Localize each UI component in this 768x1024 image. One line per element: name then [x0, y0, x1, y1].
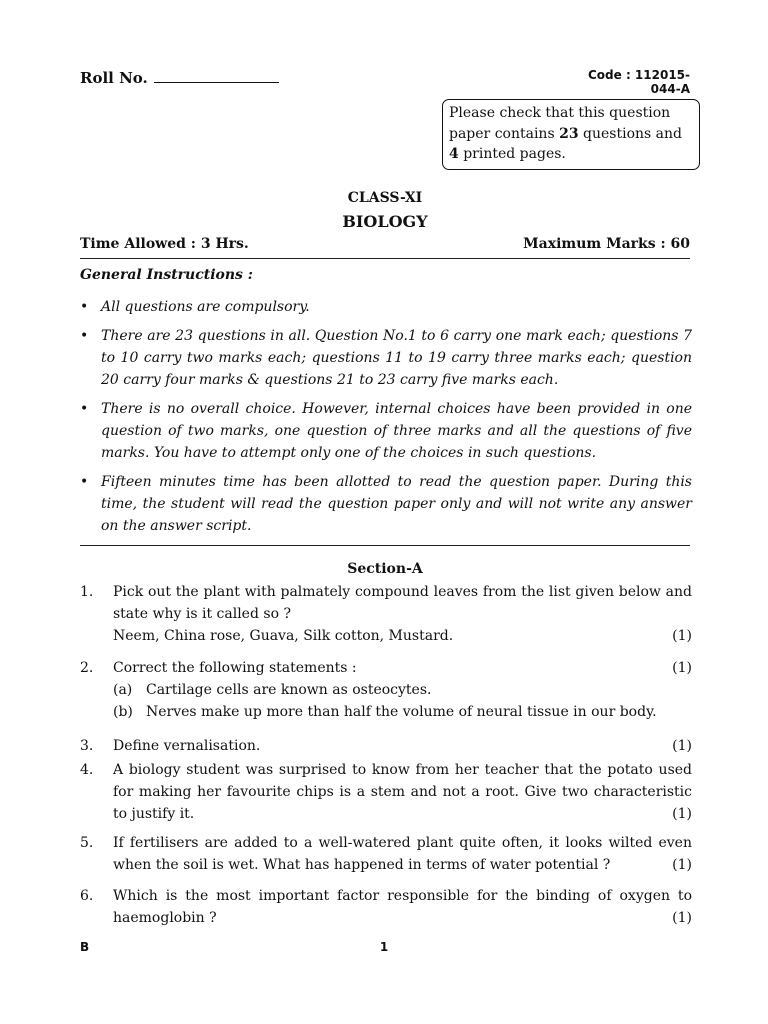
maximum-marks: Maximum Marks : 60	[523, 236, 690, 252]
question-1	[80, 581, 692, 647]
roll-number-label: Roll No.	[80, 69, 148, 87]
paper-code: Code : 112015-044-A	[587, 68, 690, 96]
question-number: 6.	[80, 888, 94, 904]
question-5	[80, 832, 692, 876]
instruction-item: • There is no overall choice. However, internal choices have been provided in one question of two marks, one question of three marks and all the questions of five marks. You have to attempt only one of the choices in such questions.	[80, 401, 692, 461]
notice-text: Please check that this question paper contains	[449, 105, 671, 142]
question-2	[80, 657, 692, 723]
question-text: Pick out the plant with palmately compound leaves from the list given below and state why is it called so ?	[113, 584, 692, 622]
notice-text: questions and	[578, 125, 682, 142]
sub-question-text: Nerves make up more than half the volume of neural tissue in our body.	[146, 704, 657, 720]
class-title: CLASS-XI	[347, 190, 423, 206]
question-marks: (1)	[672, 738, 692, 754]
question-text: If fertilisers are added to a well-watered plant quite often, it looks wilted even when the soil is wet. What has happened in terms of water potential ?	[113, 835, 692, 873]
header-divider	[80, 258, 690, 259]
notice-text: printed pages.	[458, 146, 566, 162]
sub-question-label: (b)	[113, 704, 133, 720]
roll-number-blank	[154, 68, 279, 83]
instructions-heading: General Instructions :	[80, 267, 253, 283]
footer-set-label: B	[80, 940, 90, 954]
question-marks: (1)	[672, 857, 692, 873]
question-3	[80, 735, 692, 757]
question-marks: (1)	[672, 806, 692, 822]
notice-question-count: 23	[559, 125, 579, 142]
question-text: A biology student was surprised to know from her teacher that the potato used for making her favourite chips is a stem and not a root. Give two characteristic to justify it.	[113, 762, 692, 822]
instruction-item: • There are 23 questions in all. Question No.1 to 6 carry one mark each; questions 7 to 10 carry two marks each; questions 11 to 19 carry three marks each; question 20 carry four marks & questions 21 to 23 carry five marks each.	[80, 328, 692, 388]
sub-question-label: (a)	[113, 682, 133, 698]
instruction-item: • All questions are compulsory.	[80, 299, 310, 315]
roll-number-field	[80, 68, 279, 87]
question-text: Define vernalisation.	[113, 738, 261, 754]
notice-page-count: 4	[449, 146, 459, 162]
subject-title: BIOLOGY	[342, 212, 428, 231]
question-6	[80, 885, 692, 929]
question-options: Neem, China rose, Guava, Silk cotton, Mustard.	[113, 628, 454, 644]
question-marks: (1)	[672, 628, 692, 644]
instructions-divider	[80, 545, 690, 546]
page-count-notice	[442, 99, 700, 170]
question-marks: (1)	[672, 660, 692, 676]
question-marks: (1)	[672, 910, 692, 926]
question-4	[80, 759, 692, 825]
page-number: 1	[379, 940, 389, 954]
question-number: 1.	[80, 584, 94, 600]
instruction-item: • Fifteen minutes time has been allotted to read the question paper. During this time, the student will read the question paper only and will not write any answer on the answer script.	[80, 474, 692, 534]
question-text: Correct the following statements :	[113, 660, 357, 676]
time-allowed: Time Allowed : 3 Hrs.	[80, 236, 249, 252]
question-number: 3.	[80, 738, 94, 754]
question-number: 2.	[80, 660, 94, 676]
instructions-list	[80, 296, 692, 544]
section-heading: Section-A	[347, 561, 423, 577]
sub-question-text: Cartilage cells are known as osteocytes.	[146, 682, 432, 698]
question-number: 4.	[80, 762, 94, 778]
question-text: Which is the most important factor responsible for the binding of oxygen to haemoglobin ?	[113, 888, 692, 926]
question-number: 5.	[80, 835, 94, 851]
